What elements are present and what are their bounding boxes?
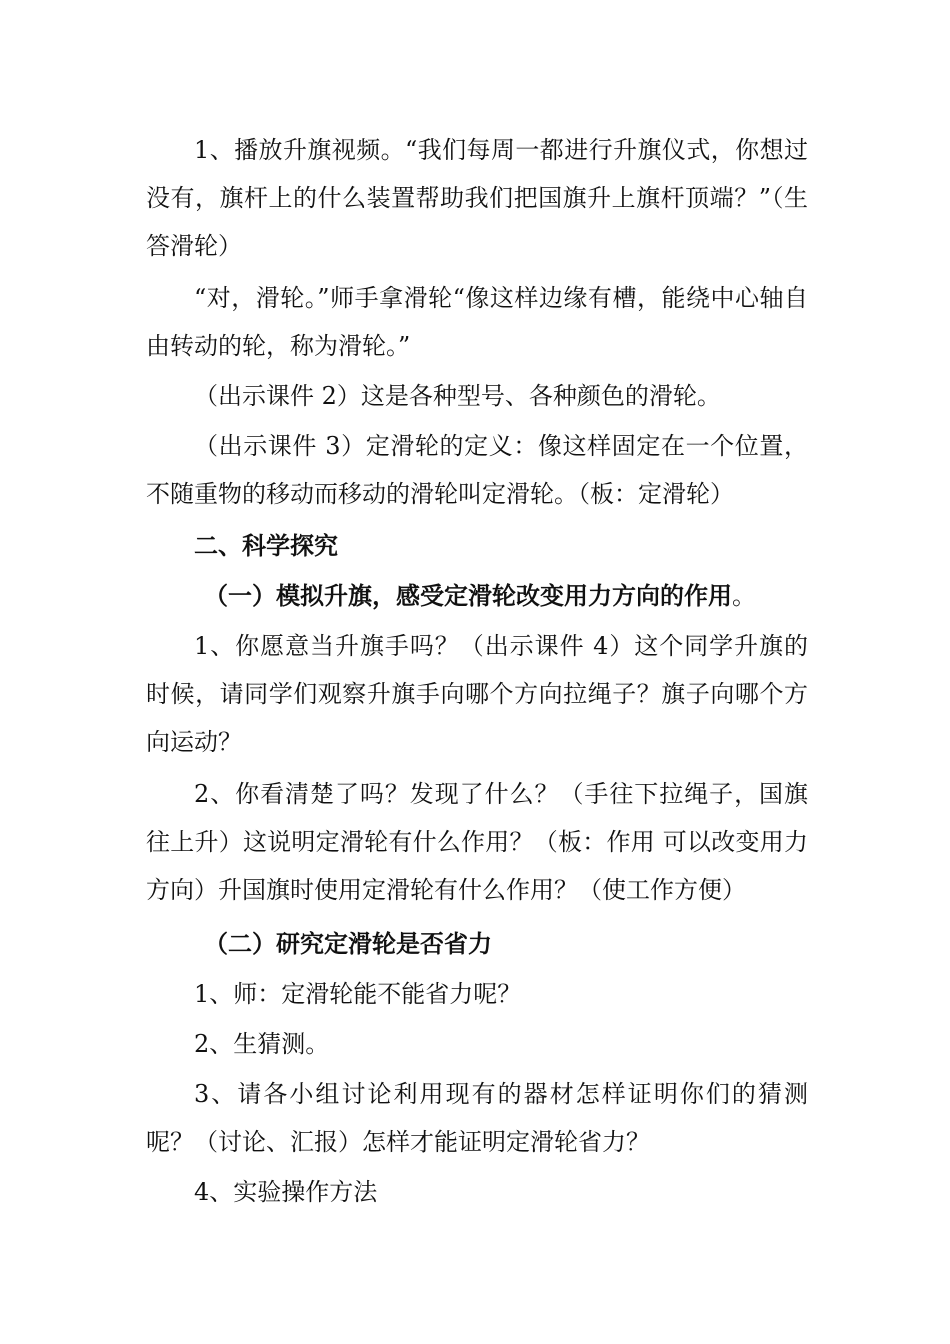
heading-study-force-saving: （二）研究定滑轮是否省力 xyxy=(204,929,492,958)
paragraph-student-guess: 2、生猜测。 xyxy=(194,1030,330,1058)
heading-simulate-flag-raising-text: （一）模拟升旗，感受定滑轮改变用力方向的作用 xyxy=(204,581,732,610)
paragraph-flag-raiser-question: 1、你愿意当升旗手吗？（出示课件 4）这个同学升旗的时候，请同学们观察升旗手向哪个方向拉绳子？旗子向哪个方向运动？ xyxy=(146,632,808,756)
heading-science-inquiry: 二、科学探究 xyxy=(194,531,338,560)
paragraph-pulley-definition: “对，滑轮。”师手拿滑轮“像这样边缘有槽，能绕中心轴自由转动的轮，称为滑轮。” xyxy=(146,284,808,360)
paragraph-group-discussion: 3、请各小组讨论利用现有的器材怎样证明你们的猜测呢？（讨论、汇报）怎样才能证明定滑轮省力？ xyxy=(146,1080,808,1156)
heading-period: 。 xyxy=(732,582,756,610)
heading-simulate-flag-raising xyxy=(146,572,808,620)
paragraph-fixed-pulley-definition: （出示课件 3）定滑轮的定义：像这样固定在一个位置，不随重物的移动而移动的滑轮叫定滑轮。（板：定滑轮） xyxy=(146,432,808,508)
paragraph-experiment-method: 4、实验操作方法 xyxy=(194,1178,378,1206)
paragraph-courseware-2: （出示课件 2）这是各种型号、各种颜色的滑轮。 xyxy=(194,382,721,410)
paragraph-observation-result: 2、你看清楚了吗？发现了什么？（手往下拉绳子，国旗往上升）这说明定滑轮有什么作用？（板：作用 可以改变用力方向）升国旗时使用定滑轮有什么作用？（使工作方便） xyxy=(146,780,808,904)
paragraph-teacher-question: 1、师：定滑轮能不能省力呢？ xyxy=(194,980,522,1008)
paragraph-flag-video: 1、播放升旗视频。“我们每周一都进行升旗仪式，你想过没有，旗杆上的什么装置帮助我们把国旗升上旗杆顶端？”（生答滑轮） xyxy=(146,136,808,260)
